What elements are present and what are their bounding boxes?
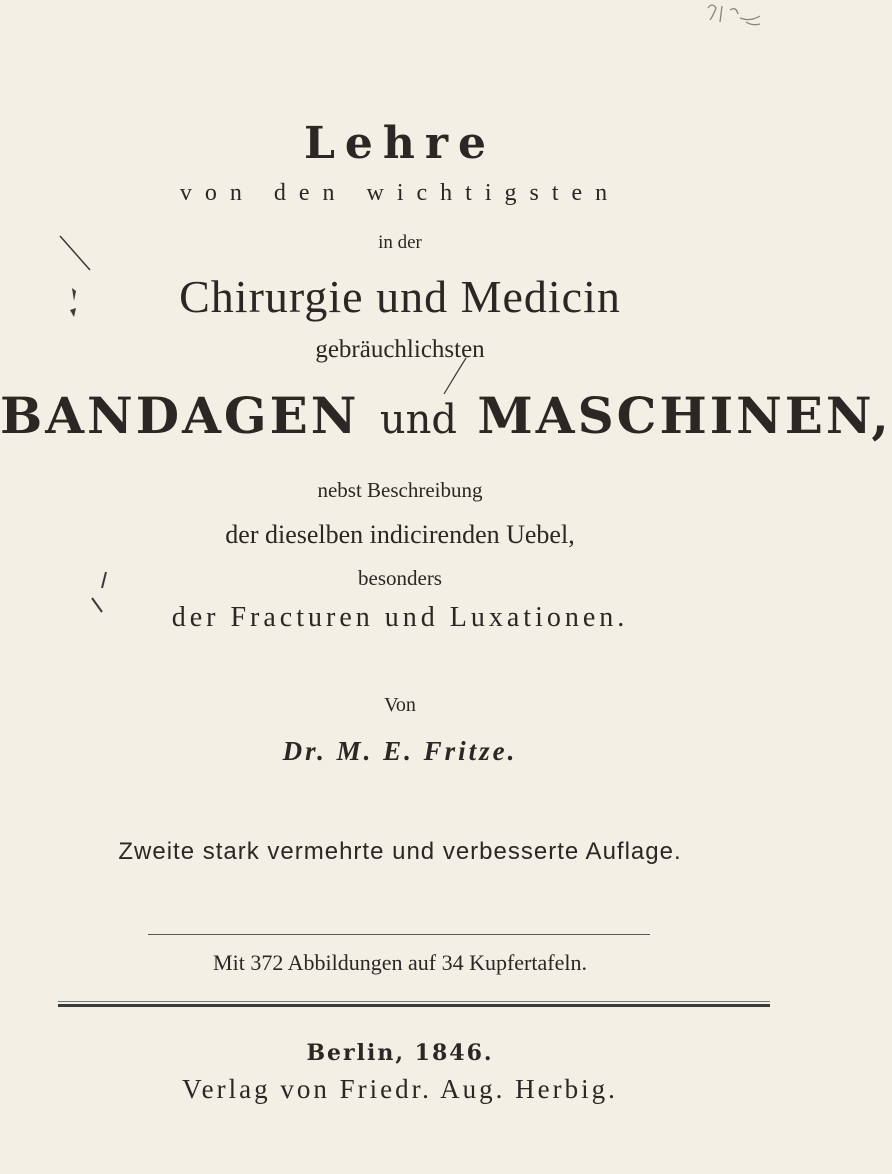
imprint-publisher: Verlag von Friedr. Aug. Herbig. xyxy=(182,1074,618,1104)
word-bandagen: BANDAGEN xyxy=(0,386,360,445)
subheading-wichtigsten: von den wichtigsten xyxy=(179,180,621,206)
divider-short xyxy=(148,934,650,935)
imprint-place-year: Berlin, 1846. xyxy=(306,1040,494,1066)
edition-statement: Zweite stark vermehrte und verbesserte Auflage. xyxy=(118,838,682,865)
text-in-der: in der xyxy=(378,232,422,253)
divider-long xyxy=(58,1004,770,1007)
heading-bandagen-maschinen xyxy=(0,386,892,445)
author-name: Dr. M. E. Fritze. xyxy=(282,736,518,766)
text-gebraeuchlichsten: gebräuchlichsten xyxy=(315,336,485,363)
word-und: und xyxy=(379,397,457,443)
text-nebst-beschreibung: nebst Beschreibung xyxy=(317,478,483,502)
pencil-scribble-top-right xyxy=(700,0,770,40)
text-fracturen-luxationen: der Fracturen und Luxationen. xyxy=(171,602,629,633)
heading-lehre: Lehre xyxy=(303,118,497,169)
text-besonders: besonders xyxy=(358,566,442,590)
divider-long-thin xyxy=(58,1001,770,1002)
heading-chirurgie-medicin: Chirurgie und Medicin xyxy=(179,271,621,322)
illustrations-note: Mit 372 Abbildungen auf 34 Kupfertafeln. xyxy=(213,950,587,975)
word-maschinen: MASCHINEN, xyxy=(477,386,892,445)
text-der-dieselben: der dieselben indicirenden Uebel, xyxy=(225,520,575,549)
text-von: Von xyxy=(384,694,416,716)
